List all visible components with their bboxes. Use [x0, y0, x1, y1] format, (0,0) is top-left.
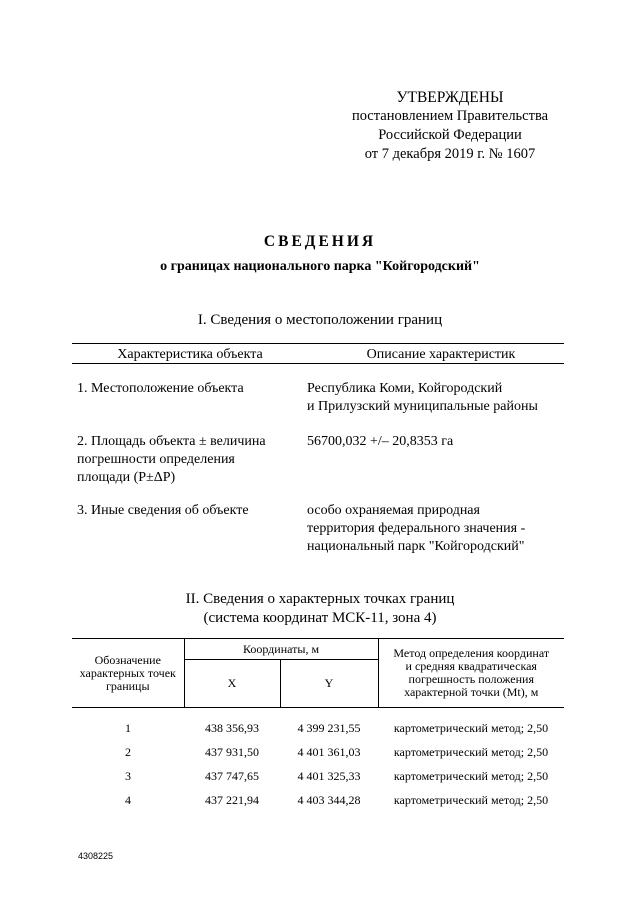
point-method: картометрический метод; 2,50	[393, 720, 549, 735]
char-row-1-value: Республика Коми, Койгородский и Прилузский муниципальные районы	[307, 381, 538, 414]
table-row	[72, 764, 564, 788]
point-y: 4 401 325,33	[297, 768, 361, 783]
point-number: 2	[125, 744, 131, 759]
col-y-header: Y	[280, 660, 378, 708]
char-row-1-label: 1. Местоположение объекта	[77, 381, 244, 396]
point-number: 1	[125, 720, 131, 735]
point-method: картометрический метод; 2,50	[393, 768, 549, 783]
col-characteristic-header: Характеристика объекта	[117, 347, 263, 362]
document-subtitle: о границах национального парка "Койгородский"	[160, 259, 480, 274]
section1-heading: I. Сведения о местоположении границ	[197, 312, 443, 328]
document-code: 4308225	[78, 851, 114, 861]
section1-top-rule	[72, 343, 564, 344]
point-number: 3	[125, 768, 131, 783]
approval-title: УТВЕРЖДЕНЫ	[396, 89, 504, 106]
char-row-3-label: 3. Иные сведения об объекте	[77, 503, 249, 518]
point-y: 4 403 344,28	[297, 792, 361, 807]
point-method: картометрический метод; 2,50	[393, 792, 549, 807]
point-number: 4	[125, 792, 131, 807]
point-x: 437 931,50	[205, 744, 259, 759]
col-description-header: Описание характеристик	[366, 347, 516, 362]
table-row	[72, 740, 564, 764]
point-y: 4 401 361,03	[297, 744, 361, 759]
section2-heading: II. Сведения о характерных точках границ (система координат МСК-11, зона 4)	[185, 591, 455, 626]
points-table	[72, 638, 564, 812]
approval-line-3: от 7 декабря 2019 г. № 1607	[364, 146, 536, 162]
char-row-3-value: особо охраняемая природная территория федерального значения - национальный парк "Койгородский"	[307, 503, 526, 554]
point-x: 437 221,94	[205, 792, 259, 807]
document-title: СВЕДЕНИЯ	[263, 233, 377, 250]
point-x: 437 747,65	[205, 768, 259, 783]
approval-block	[330, 88, 570, 164]
col-x-header: X	[184, 660, 280, 708]
col-point-header: Обозначение характерных точек границы	[72, 639, 184, 708]
col-coords-header: Координаты, м	[184, 639, 378, 660]
table-row	[72, 716, 564, 740]
point-x: 438 356,93	[205, 720, 259, 735]
char-row-2-value: 56700,032 +/– 20,8353 га	[307, 434, 454, 449]
table-row	[72, 788, 564, 812]
section1-header-rule	[72, 363, 564, 364]
approval-line-2: Российской Федерации	[378, 127, 522, 143]
point-method: картометрический метод; 2,50	[393, 744, 549, 759]
col-method-header: Метод определения координат и средняя квадратическая погрешность положения характерной точки (Mt), м	[378, 639, 564, 708]
point-y: 4 399 231,55	[297, 720, 361, 735]
char-row-2-label: 2. Площадь объекта ± величина погрешности определения площади (P±ΔP)	[77, 434, 266, 485]
approval-line-1: постановлением Правительства	[351, 108, 549, 124]
